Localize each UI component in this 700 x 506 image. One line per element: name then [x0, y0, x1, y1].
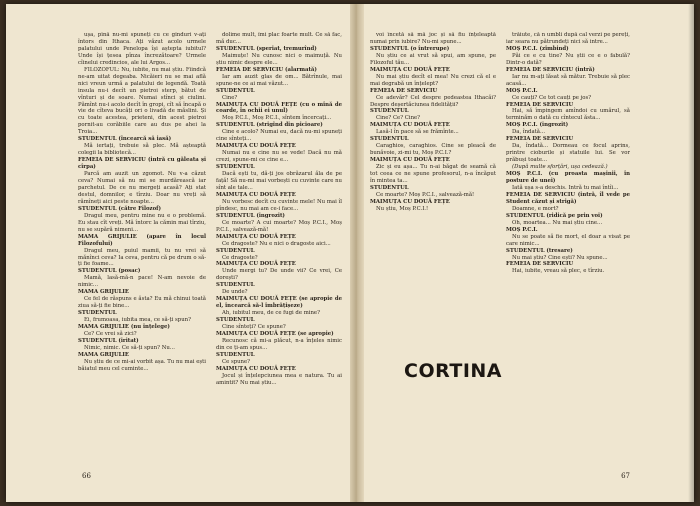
speaker-line: MAIMUȚA CU DOUĂ FEȚE [216, 261, 296, 268]
speaker-line: MAMA GRIJULIE [78, 289, 130, 296]
right-page-column-1 [370, 32, 496, 262]
dialogue-paragraph: Ce moarte? Moș P.C.I., salvează-mă! [376, 191, 475, 198]
speaker-line: FEMEIA DE SERVICIU (intră) [506, 66, 595, 73]
dialogue-paragraph: Zic și eu așa... Tu n-ai băgat de seamă că tot ceea ce ne spune profesorul, n-a încăput în mintea ta... [370, 164, 496, 185]
dialogue-paragraph: Ce dragoste? Nu e nici o dragoste aici... [222, 240, 331, 247]
speaker-line: MOȘ P.C.I. (zîmbind) [506, 45, 569, 52]
speaker-line: STUDENTUL [216, 317, 255, 324]
speaker-line: STUDENTUL (tresare) [506, 247, 573, 254]
book-spread [6, 4, 694, 502]
speaker-line: FEMEIA DE SERVICIU (intră cu găleata și cîrpa) [78, 157, 206, 171]
dialogue-paragraph: Nu vorbesc decît cu cuvinte mele! Nu mai îl pîndesc, nu mai am ce-i face... [216, 198, 342, 212]
dialogue-paragraph: Lasă-l în pace să se frămînte... [376, 129, 459, 136]
speaker-line: MOȘ P.C.I. [506, 226, 538, 233]
speaker-line: STUDENTUL (către Filozof) [78, 205, 161, 212]
speaker-line: MAIMUȚA CU DOUĂ FEȚE [216, 143, 296, 150]
dialogue-paragraph: Ah, iubitul meu, de ce fugi de mine? [222, 310, 320, 317]
right-page-column-2 [506, 32, 630, 468]
dialogue-paragraph: Dragul meu, pentru mine nu e o problemă. Eu stau cît vreți. Mă întorc la cămin mai tîrziu, nu se supără nimeni... [78, 212, 206, 233]
speaker-line: MAIMUȚA CU DOUĂ FEȚE (cu o mînă de coarde, în ochii ei unul) [216, 101, 342, 115]
dialogue-paragraph: FILOZOFUL: Nu, iubite, nu mai știu. Fiindcă ne-am uitat degeaba. Nicăieri nu se mai află nici vreun urmă a palatului de legendă. Toată insula nu-i decît un pietroi sterp, bătut de vînturi și de soare. Numai stînci și ciulini. Pămînt nu-i acolo decît în gropi, cît să încapă o vie de cîteva bucăți ori o livadă de măslini. Și cu toate acestea, prieteni, din acest pietroi pornit-au corăbiile care au dus pe ahei la Troia... [78, 66, 206, 136]
speaker-line: STUDENTUL (ingrozit) [216, 212, 285, 219]
stage-direction: (După multe sforțări, ușa cedează.) [512, 164, 608, 171]
dialogue-paragraph: Dacă ești tu, dă-ți jos obrăzarul ăla de pe față! Să nu-mi mai vorbești cu cuvinte care nu sînt ale tale... [216, 171, 342, 191]
dialogue-paragraph: Ce spune? [222, 358, 251, 365]
speaker-line: STUDENTUL (iritat) [78, 337, 139, 344]
left-page-column-1 [78, 32, 206, 468]
dialogue-paragraph: Nu se poate să fie mort, el doar a visat pe care nimic... [506, 233, 630, 247]
speaker-line: MAIMUȚA CU DOUĂ FEȚE [216, 365, 296, 372]
dialogue-paragraph: Hai, iubite, vreau să plec, e tîrziu. [512, 268, 605, 275]
speaker-line: FEMEIA DE SERVICIU [506, 136, 574, 143]
left-page [6, 4, 350, 502]
page-number-left: 66 [82, 472, 91, 480]
dialogue-paragraph: Ce cauți? Ce tot cauți pe jos? [512, 94, 592, 101]
speaker-line: STUDENTUL [370, 108, 409, 115]
speaker-line: MAIMUȚA CU DOUĂ FEȚE (se apropie) [216, 330, 334, 337]
dialogue-paragraph: Iar am auzit glas de om... Bătrînule, mai spune-ne ce ai mai văzut... [216, 73, 342, 87]
book-gutter [350, 4, 364, 502]
dialogue-paragraph: Cine e acolo? Numai eu, dacă nu-mi spuneți cine sînteți... [216, 129, 342, 143]
speaker-line: MAIMUȚA CU DOUĂ FEȚE (se apropie de el, încearcă să-l îmbrățișeze) [216, 296, 342, 310]
dialogue-paragraph: De unde? [222, 289, 248, 296]
speaker-line: MAIMUȚA CU DOUĂ FEȚE [370, 198, 450, 205]
speaker-line: STUDENTUL [78, 310, 117, 317]
dialogue-paragraph: Mamă, lasă-mă-n pace! N-am nevoie de nimic... [78, 275, 206, 289]
speaker-line: FEMEIA DE SERVICIU [506, 101, 574, 108]
dialogue-paragraph: Iar nu m-ați lăsat să mătur. Trebuie să plec acasă... [506, 73, 630, 87]
dialogue-paragraph: Numai nu e cine nu se vede! Dacă nu mă crezi, spune-mi ce cine e... [216, 150, 342, 164]
speaker-line: MAMA GRIJULIE (nu înțelege) [78, 324, 170, 331]
dialogue-paragraph: Cine? Ce? Cine? [376, 115, 421, 122]
speaker-line: MAIMUȚA CU DOUĂ FEȚE [216, 233, 296, 240]
speaker-line: STUDENTUL [216, 351, 255, 358]
dialogue-paragraph: Ce fel de răspuns e ăsta? Eu mă chinui toată ziua să-ți fie bine... [78, 296, 206, 310]
dialogue-paragraph: trăiute, că n umbli după cal verzi pe pereți, iar seara nu pătrundeți nici să intre... [506, 32, 630, 45]
speaker-line: MAIMUȚA CU DOUĂ FEȚE [370, 122, 450, 129]
dialogue-paragraph: Cine sînteți? Ce spune? [222, 324, 286, 331]
speaker-line: STUDENTUL [216, 87, 255, 94]
speaker-line: FEMEIA DE SERVICIU (alarmată) [216, 66, 317, 73]
page-number-right: 67 [621, 472, 630, 480]
speaker-line: MOȘ P.C.I. [506, 87, 538, 94]
dialogue-paragraph: Ce? Ce vrei să zici? [84, 330, 137, 337]
dialogue-paragraph: Ce dragoste? [222, 254, 258, 261]
dialogue-paragraph: Maimuțe! Nu cunosc nici o maimuță. Nu știu nimic despre ele... [216, 52, 342, 66]
speaker-line: STUDENTUL [370, 184, 409, 191]
dialogue-paragraph: Nu mai știu? Cine ești? Nu spune... [512, 254, 608, 261]
speaker-line: MAIMUȚA CU DOUĂ FEȚE [216, 191, 296, 198]
dialogue-paragraph: Păi ce e cu tine? Nu știi ce e o fabulă? Dintr-o dată? [506, 52, 630, 66]
dialogue-paragraph: Nimic, nimic. Ce să-ți spun? Nu... [84, 344, 175, 351]
speaker-line: MAMA GRIJULIE (apare în locul Filozofului) [78, 233, 206, 247]
dialogue-paragraph: Cine? [222, 94, 238, 101]
dialogue-paragraph: Nu știu ce ai vrut să spui, am spune, pe Filozoful tău... [370, 52, 496, 66]
dialogue-paragraph: Unde mergi tu? De unde vii? Ce vrei, Ce dorești? [216, 268, 342, 282]
speaker-line: MAIMUȚA CU DOUĂ FEȚE [370, 157, 450, 164]
speaker-line: MOȘ P.C.I. (cu proasta mașinii, în posture de unei) [506, 171, 630, 185]
dialogue-paragraph: Caraghios, caraghios. Cine se pleacă de bunăvoie, zi-mi tu, Moș P.C.I.? [370, 143, 496, 157]
dialogue-paragraph: dolime mult, îmi plac foarte mult. Ce să fac, mă duc... [216, 32, 342, 45]
dialogue-paragraph: Oh, moartea... Nu mai știu cine... [512, 219, 603, 226]
dialogue-paragraph: Ei, frumoasa, iubita mea, ce să-ți spun? [84, 317, 191, 324]
dialogue-paragraph: Da, îndată... [512, 129, 546, 136]
dialogue-paragraph: Nu știu de ce mi-ai vorbit așa. Tu nu mai ești băiatul meu cel cuminte... [78, 358, 206, 372]
speaker-line: FEMEIA DE SERVICIU (intră, îl vede pe Student căzut și strigă) [506, 191, 630, 205]
speaker-line: STUDENTUL [216, 164, 255, 171]
left-page-column-2 [216, 32, 342, 468]
speaker-line: STUDENTUL (posac) [78, 268, 141, 275]
right-page [364, 4, 694, 502]
speaker-line: MAIMUȚA CU DOUĂ FEȚE [370, 66, 450, 73]
dialogue-paragraph: Hai, să împingem amîndoi cu umărul, să terminăm o dată cu cîntecul ăsta... [506, 108, 630, 122]
speaker-line: STUDENTUL [216, 282, 255, 289]
dialogue-paragraph: ușa, pînă nu-mi spuneți cu ce gînduri v-ați întors din Ithaca. Ați văzut acolo urmele palatului unde Penelopa își aștepta iubitul? Unde își țesea pînza încrezătoare? Urmele cîinelui credincios, ale lui Argos... [78, 32, 206, 66]
curtain-heading: CORTINA [404, 360, 503, 382]
dialogue-paragraph: Doamne, e mort? [512, 205, 559, 212]
dialogue-paragraph: Recunosc că mi-a plăcut, n-a înțeles nimic din ce ți-am spus... [216, 337, 342, 351]
dialogue-paragraph: Jocul și înțelepciunea mea e natura. Tu ai amintit? Nu mai știu... [216, 372, 342, 386]
dialogue-paragraph: Nu mai știu decît el mea! Nu crezi că el e mai degrabă un înțelept? [370, 73, 496, 87]
dialogue-paragraph: Dragul meu, puiul mamii, tu nu vrei să mănînci ceva? Ia ceva, pentru că pe drum o să-ți fie foame... [78, 247, 206, 268]
speaker-line: STUDENTUL (speriat, tremurînd) [216, 45, 317, 52]
speaker-line: FEMEIA DE SERVICIU [506, 261, 574, 268]
speaker-line: MAMA GRIJULIE [78, 351, 130, 358]
dialogue-paragraph: Ce moarte? A cui moarte? Moș P.C.I., Moș P.C.I., salvează-mă! [216, 219, 342, 233]
speaker-line: FEMEIA DE SERVICIU [370, 87, 438, 94]
speaker-line: STUDENTUL (strigînd din picioare) [216, 122, 323, 129]
page-edge-shadow [688, 4, 694, 502]
dialogue-paragraph: Nu știu, Moș P.C.I.! [376, 205, 429, 212]
speaker-line: STUDENTUL [216, 247, 255, 254]
speaker-line: STUDENTUL (ridică pe prin voi) [506, 212, 603, 219]
dialogue-paragraph: voi încetă să mă joc și să fiu înțeleaptă numai prin iubire? Nu-mi spune... [370, 32, 496, 45]
speaker-line: STUDENTUL [370, 136, 409, 143]
dialogue-paragraph: Ce adevăr? Cel despre pedeastea Ithacăi? Despre deșertăciunea fidelității? [370, 94, 496, 108]
dialogue-paragraph: Parcă am auzit un zgomot. Nu v-a căzut ceva? Numai să nu mi se murdărească iar parchetul. De ce nu mergeți acasă? Ați stat destul, domnilor, e tîrziu. Doar nu vreți să rămîneți aici peste noapte... [78, 171, 206, 205]
speaker-line: STUDENTUL (încearcă să iasă) [78, 136, 172, 143]
dialogue-paragraph: Mă iertați, trebuie să plec. Mă așteaptă colegii la bibliotecă... [78, 143, 206, 157]
speaker-line: MOȘ P.C.I. (ingrozit) [506, 122, 569, 129]
dialogue-paragraph: Iată ușa s-a deschis. Intră tu mai întîi... [512, 184, 619, 191]
dialogue-paragraph: Moș P.C.I., Moș P.C.I., sîntem încercați... [222, 115, 332, 122]
speaker-line: STUDENTUL (o întrerupe) [370, 45, 450, 52]
dialogue-paragraph: Da, îndată... Dormeau ce focul aprins, printre cioburile și statuile lui. Se vor prăbuși toate... [506, 143, 630, 164]
